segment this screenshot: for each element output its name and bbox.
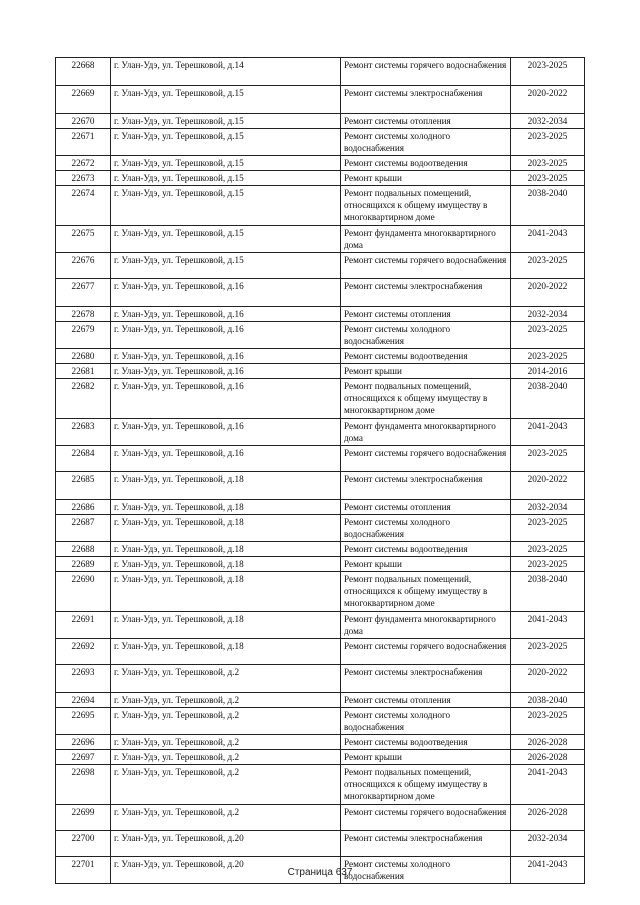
row-number: 22674	[56, 186, 111, 226]
row-period: 2023-2025	[511, 129, 585, 156]
row-address: г. Улан-Удэ, ул. Терешковой, д.16	[111, 446, 341, 472]
row-address: г. Улан-Удэ, ул. Терешковой, д.16	[111, 322, 341, 349]
row-number: 22691	[56, 612, 111, 639]
table-row	[56, 572, 585, 612]
row-address: г. Улан-Удэ, ул. Терешковой, д.18	[111, 515, 341, 542]
row-work-type: Ремонт системы электроснабжения	[341, 831, 511, 857]
row-period: 2023-2025	[511, 58, 585, 86]
row-address: г. Улан-Удэ, ул. Терешковой, д.16	[111, 349, 341, 364]
row-address: г. Улан-Удэ, ул. Терешковой, д.18	[111, 472, 341, 500]
row-period: 2038-2040	[511, 572, 585, 612]
row-work-type: Ремонт системы водоотведения	[341, 156, 511, 171]
row-address: г. Улан-Удэ, ул. Терешковой, д.2	[111, 665, 341, 693]
row-period: 2026-2028	[511, 805, 585, 831]
row-period: 2014-2016	[511, 364, 585, 379]
table-row	[56, 114, 585, 129]
row-period: 2023-2025	[511, 322, 585, 349]
row-work-type: Ремонт системы холодного водоснабжения	[341, 129, 511, 156]
row-address: г. Улан-Удэ, ул. Терешковой, д.2	[111, 708, 341, 735]
row-address: г. Улан-Удэ, ул. Терешковой, д.15	[111, 114, 341, 129]
row-number: 22684	[56, 446, 111, 472]
row-number: 22668	[56, 58, 111, 86]
row-period: 2026-2028	[511, 750, 585, 765]
row-work-type: Ремонт системы холодного водоснабжения	[341, 857, 511, 884]
row-work-type: Ремонт подвальных помещений, относящихся к общему имуществу в многоквартирном доме	[341, 186, 511, 226]
table-row	[56, 379, 585, 419]
row-address: г. Улан-Удэ, ул. Терешковой, д.15	[111, 171, 341, 186]
table-row	[56, 612, 585, 639]
row-period: 2020-2022	[511, 665, 585, 693]
row-period: 2020-2022	[511, 472, 585, 500]
row-number: 22689	[56, 557, 111, 572]
row-work-type: Ремонт системы отопления	[341, 307, 511, 322]
row-address: г. Улан-Удэ, ул. Терешковой, д.18	[111, 500, 341, 515]
row-period: 2023-2025	[511, 708, 585, 735]
row-number: 22690	[56, 572, 111, 612]
table-row	[56, 253, 585, 279]
table-row	[56, 364, 585, 379]
row-address: г. Улан-Удэ, ул. Терешковой, д.18	[111, 639, 341, 665]
table-row	[56, 515, 585, 542]
row-work-type: Ремонт системы горячего водоснабжения	[341, 805, 511, 831]
row-period: 2041-2043	[511, 765, 585, 805]
row-number: 22670	[56, 114, 111, 129]
row-work-type: Ремонт системы электроснабжения	[341, 472, 511, 500]
row-address: г. Улан-Удэ, ул. Терешковой, д.15	[111, 156, 341, 171]
row-period: 2038-2040	[511, 693, 585, 708]
row-work-type: Ремонт подвальных помещений, относящихся к общему имуществу в многоквартирном доме	[341, 379, 511, 419]
row-period: 2041-2043	[511, 226, 585, 253]
row-address: г. Улан-Удэ, ул. Терешковой, д.2	[111, 693, 341, 708]
row-period: 2023-2025	[511, 557, 585, 572]
row-period: 2020-2022	[511, 279, 585, 307]
row-period: 2023-2025	[511, 515, 585, 542]
row-period: 2041-2043	[511, 419, 585, 446]
row-address: г. Улан-Удэ, ул. Терешковой, д.2	[111, 805, 341, 831]
row-address: г. Улан-Удэ, ул. Терешковой, д.16	[111, 307, 341, 322]
row-work-type: Ремонт системы холодного водоснабжения	[341, 322, 511, 349]
table-row	[56, 735, 585, 750]
row-address: г. Улан-Удэ, ул. Терешковой, д.15	[111, 129, 341, 156]
table-row	[56, 279, 585, 307]
page-number: Страница 637	[287, 867, 353, 878]
row-work-type: Ремонт системы горячего водоснабжения	[341, 58, 511, 86]
row-number: 22693	[56, 665, 111, 693]
row-period: 2020-2022	[511, 86, 585, 114]
row-period: 2023-2025	[511, 349, 585, 364]
row-work-type: Ремонт крыши	[341, 364, 511, 379]
table-row	[56, 765, 585, 805]
table-row	[56, 129, 585, 156]
table-row	[56, 693, 585, 708]
table-row	[56, 322, 585, 349]
row-number: 22675	[56, 226, 111, 253]
table-row	[56, 171, 585, 186]
row-work-type: Ремонт системы отопления	[341, 693, 511, 708]
row-work-type: Ремонт системы водоотведения	[341, 735, 511, 750]
row-period: 2026-2028	[511, 735, 585, 750]
row-address: г. Улан-Удэ, ул. Терешковой, д.14	[111, 58, 341, 86]
table-row	[56, 307, 585, 322]
table-row	[56, 639, 585, 665]
row-number: 22699	[56, 805, 111, 831]
row-number: 22697	[56, 750, 111, 765]
table-row	[56, 708, 585, 735]
row-number: 22701	[56, 857, 111, 884]
table-row	[56, 419, 585, 446]
row-period: 2023-2025	[511, 639, 585, 665]
row-number: 22679	[56, 322, 111, 349]
row-number: 22678	[56, 307, 111, 322]
row-period: 2038-2040	[511, 186, 585, 226]
row-address: г. Улан-Удэ, ул. Терешковой, д.16	[111, 379, 341, 419]
row-address: г. Улан-Удэ, ул. Терешковой, д.2	[111, 750, 341, 765]
table-body	[56, 58, 585, 884]
table-row	[56, 805, 585, 831]
row-address: г. Улан-Удэ, ул. Терешковой, д.20	[111, 857, 341, 884]
capital-repair-table	[55, 57, 585, 884]
row-address: г. Улан-Удэ, ул. Терешковой, д.16	[111, 419, 341, 446]
row-work-type: Ремонт системы отопления	[341, 500, 511, 515]
row-period: 2032-2034	[511, 307, 585, 322]
table-row	[56, 750, 585, 765]
table-row	[56, 500, 585, 515]
row-work-type: Ремонт системы горячего водоснабжения	[341, 639, 511, 665]
row-work-type: Ремонт крыши	[341, 171, 511, 186]
row-period: 2023-2025	[511, 171, 585, 186]
row-work-type: Ремонт фундамента многоквартирного дома	[341, 419, 511, 446]
row-work-type: Ремонт системы электроснабжения	[341, 665, 511, 693]
row-work-type: Ремонт фундамента многоквартирного дома	[341, 226, 511, 253]
row-number: 22669	[56, 86, 111, 114]
table-row	[56, 349, 585, 364]
row-work-type: Ремонт системы горячего водоснабжения	[341, 446, 511, 472]
table-row	[56, 226, 585, 253]
row-address: г. Улан-Удэ, ул. Терешковой, д.15	[111, 86, 341, 114]
row-work-type: Ремонт системы холодного водоснабжения	[341, 515, 511, 542]
row-period: 2023-2025	[511, 446, 585, 472]
row-number: 22687	[56, 515, 111, 542]
row-number: 22676	[56, 253, 111, 279]
row-address: г. Улан-Удэ, ул. Терешковой, д.2	[111, 735, 341, 750]
row-address: г. Улан-Удэ, ул. Терешковой, д.2	[111, 765, 341, 805]
row-number: 22672	[56, 156, 111, 171]
table-row	[56, 446, 585, 472]
row-period: 2023-2025	[511, 253, 585, 279]
row-number: 22685	[56, 472, 111, 500]
table-row	[56, 831, 585, 857]
row-work-type: Ремонт системы горячего водоснабжения	[341, 253, 511, 279]
row-number: 22677	[56, 279, 111, 307]
row-period: 2041-2043	[511, 612, 585, 639]
row-number: 22696	[56, 735, 111, 750]
row-number: 22683	[56, 419, 111, 446]
row-work-type: Ремонт системы электроснабжения	[341, 86, 511, 114]
row-address: г. Улан-Удэ, ул. Терешковой, д.15	[111, 253, 341, 279]
table-row	[56, 186, 585, 226]
table-row	[56, 86, 585, 114]
table-row	[56, 156, 585, 171]
row-address: г. Улан-Удэ, ул. Терешковой, д.18	[111, 542, 341, 557]
row-address: г. Улан-Удэ, ул. Терешковой, д.15	[111, 226, 341, 253]
row-work-type: Ремонт системы холодного водоснабжения	[341, 708, 511, 735]
table-row	[56, 557, 585, 572]
row-number: 22680	[56, 349, 111, 364]
row-address: г. Улан-Удэ, ул. Терешковой, д.20	[111, 831, 341, 857]
table-row	[56, 472, 585, 500]
row-address: г. Улан-Удэ, ул. Терешковой, д.16	[111, 364, 341, 379]
row-number: 22688	[56, 542, 111, 557]
row-period: 2023-2025	[511, 156, 585, 171]
row-period: 2032-2034	[511, 831, 585, 857]
row-number: 22686	[56, 500, 111, 515]
row-period: 2041-2043	[511, 857, 585, 884]
row-period: 2038-2040	[511, 379, 585, 419]
row-number: 22681	[56, 364, 111, 379]
row-work-type: Ремонт крыши	[341, 750, 511, 765]
row-address: г. Улан-Удэ, ул. Терешковой, д.15	[111, 186, 341, 226]
row-work-type: Ремонт системы отопления	[341, 114, 511, 129]
row-work-type: Ремонт системы водоотведения	[341, 349, 511, 364]
row-number: 22692	[56, 639, 111, 665]
row-work-type: Ремонт фундамента многоквартирного дома	[341, 612, 511, 639]
table-row	[56, 542, 585, 557]
row-number: 22700	[56, 831, 111, 857]
table-row	[56, 665, 585, 693]
row-address: г. Улан-Удэ, ул. Терешковой, д.16	[111, 279, 341, 307]
table-row	[56, 58, 585, 86]
row-number: 22698	[56, 765, 111, 805]
row-number: 22694	[56, 693, 111, 708]
row-address: г. Улан-Удэ, ул. Терешковой, д.18	[111, 557, 341, 572]
row-work-type: Ремонт крыши	[341, 557, 511, 572]
row-period: 2032-2034	[511, 500, 585, 515]
row-period: 2032-2034	[511, 114, 585, 129]
row-number: 22682	[56, 379, 111, 419]
row-work-type: Ремонт подвальных помещений, относящихся к общему имуществу в многоквартирном доме	[341, 572, 511, 612]
row-work-type: Ремонт системы водоотведения	[341, 542, 511, 557]
row-work-type: Ремонт системы электроснабжения	[341, 279, 511, 307]
row-address: г. Улан-Удэ, ул. Терешковой, д.18	[111, 612, 341, 639]
row-address: г. Улан-Удэ, ул. Терешковой, д.18	[111, 572, 341, 612]
row-number: 22671	[56, 129, 111, 156]
row-number: 22695	[56, 708, 111, 735]
row-period: 2023-2025	[511, 542, 585, 557]
row-number: 22673	[56, 171, 111, 186]
row-work-type: Ремонт подвальных помещений, относящихся к общему имуществу в многоквартирном доме	[341, 765, 511, 805]
